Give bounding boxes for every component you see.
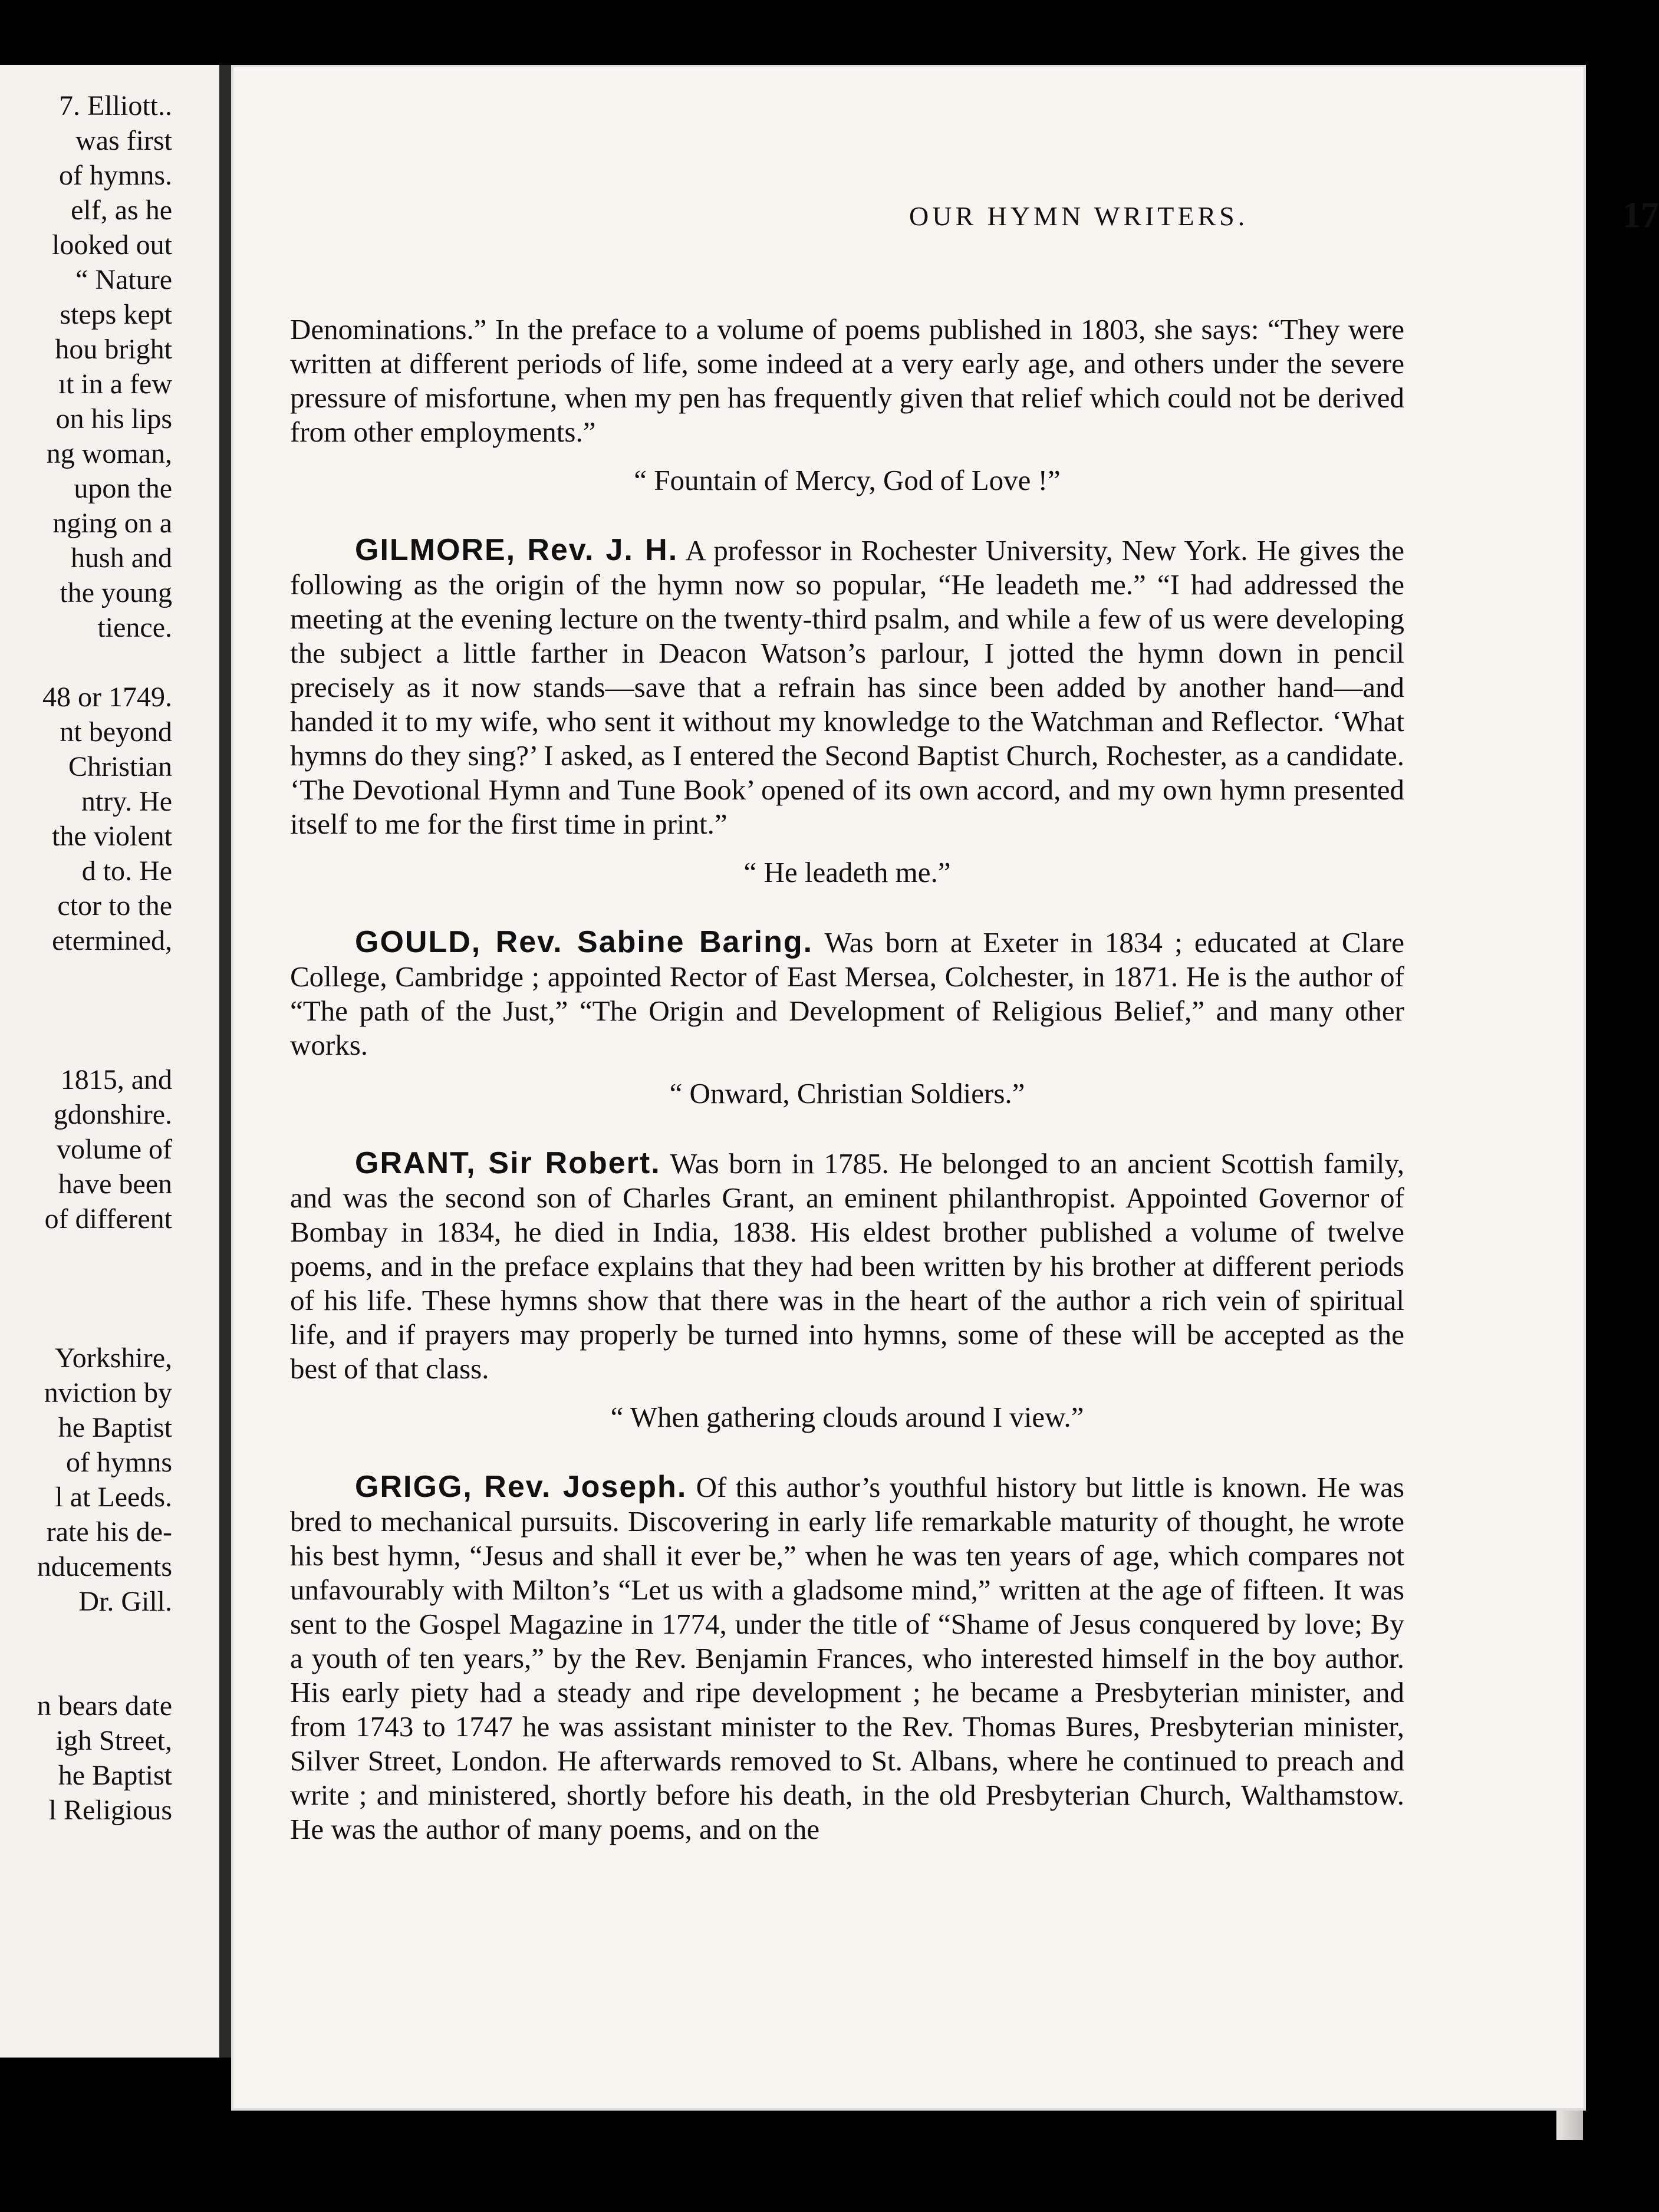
left-page-line: ntry. He — [81, 786, 172, 817]
left-page-line: gdonshire. — [53, 1099, 172, 1130]
left-page-line: ıt in a few — [58, 368, 172, 400]
page-number: 17 — [1622, 195, 1659, 235]
entry-grant — [290, 1146, 1404, 1434]
left-page-line: Yorkshire, — [54, 1342, 172, 1374]
entry-text: A professor in Rochester University, New York. He gives the following as the origin of the hymn now so popular, “He leadeth me.” “I had addressed the meeting at the evening lecture on the twenty-third psalm, and while a few of us were developing the subject a little farther in Deacon Watson’s parlour, I jotted the hymn down in pencil precisely as it now stands—save that a refrain has since been added by another hand—and handed it to my wife, who sent it without my knowledge to the Watchman and Reflector. ‘What hymns do they sing?’ I asked, as I entered the Second Baptist Church, Rochester, as a candidate. ‘The Devotional Hymn and Tune Book’ opened of its own accord, and my own hymn presented itself to me for the first time in print.” — [290, 534, 1404, 840]
left-page-line: looked out — [52, 229, 172, 261]
left-page-line: upon the — [74, 473, 172, 504]
left-page-line: nducements — [37, 1551, 172, 1582]
left-page-line: rate his de- — [46, 1516, 172, 1548]
left-page-line: on his lips — [55, 403, 172, 434]
left-page-line: l at Leeds. — [55, 1482, 172, 1513]
left-page-line — [0, 1236, 219, 1271]
left-page-line: 1815, and — [60, 1064, 172, 1095]
hymn-title: “ He leadeth me.” — [743, 856, 951, 888]
entry-text: Was born in 1785. He belonged to an ancient Scottish family, and was the second son of Charles Grant, an eminent philanthropist. Appointed Governor of Bombay in 1834, he died in India, 1838. His eldest brother published a volume of twelve poems, and in the preface explains that they had been written by his brother at different periods of his life. These hymns show that there was in the heart of the author a rich vein of spiritual life, and if prayers may properly be turned into hymns, some of these will be accepted as the best of that class. — [290, 1147, 1404, 1385]
left-page-line: etermined, — [52, 925, 172, 956]
left-page-line: of hymns — [66, 1447, 172, 1478]
left-page-line: l Religious — [48, 1795, 172, 1826]
entry-text: Of this author’s youthful history but little is known. He was bred to mechanical pursuits. Discovering in early life remarkable maturity of thought, he wrote his best hymn, “Jesus and shall it ever be,” when he was ten years of age, which compares not unfavourably with Milton’s “Let us with a gladsome mind,” written at the age of fifteen. It was sent to the Gospel Magazine in 1774, under the title of “Shame of Jesus conquered by love; By a youth of ten years,” by the Rev. Benjamin Frances, who interested himself in the boy author. His early piety had a steady and ripe development ; he became a Presbyterian minister, and from 1743 to 1747 he was assistant minister to the Rev. Thomas Bures, Presbyterian minister, Silver Street, London. He afterwards removed to St. Albans, where he continued to preach and write ; and ministered, shortly before his death, in the old Presbyterian Church, Walthamstow. He was the author of many poems, and on the — [290, 1471, 1404, 1845]
left-page-line — [0, 645, 219, 680]
hymn-title: “ Onward, Christian Soldiers.” — [669, 1077, 1025, 1110]
running-title: OUR HYMN WRITERS. — [909, 201, 1249, 231]
left-page-line: of hymns. — [59, 160, 172, 191]
left-page-line: he Baptist — [58, 1412, 172, 1443]
left-page-line: Christian — [68, 751, 172, 782]
entry-gilmore — [290, 533, 1404, 890]
entry-grigg — [290, 1470, 1404, 1846]
left-page-line: volume of — [57, 1134, 172, 1165]
entry-name: GRIGG, Rev. Joseph. — [355, 1470, 687, 1504]
page-body — [290, 312, 1404, 1846]
entry-name: GILMORE, Rev. J. H. — [355, 533, 679, 567]
left-page-line — [0, 1654, 219, 1688]
left-page-line: nging on a — [52, 508, 172, 539]
left-page-line — [0, 1306, 219, 1341]
left-page-line: nviction by — [44, 1377, 172, 1408]
left-page — [0, 65, 219, 2058]
left-page-line: hou bright — [55, 334, 172, 365]
left-page-line: have been — [58, 1168, 172, 1200]
left-page-line — [0, 993, 219, 1028]
left-page-line: ng woman, — [46, 438, 172, 469]
left-page-line: hush and — [71, 542, 172, 574]
left-page-line: n bears date — [37, 1690, 172, 1721]
left-page-line: steps kept — [60, 299, 172, 330]
left-page-line: igh Street, — [55, 1725, 172, 1756]
left-page-line: d to. He — [81, 855, 172, 887]
left-page-line: tience. — [97, 612, 172, 643]
left-page-line — [0, 1271, 219, 1306]
book-gutter — [219, 65, 231, 2058]
left-page-line: of different — [44, 1203, 172, 1235]
left-page-line: was first — [75, 125, 172, 156]
left-page-line: the violent — [52, 821, 172, 852]
left-page-line: nt beyond — [60, 716, 172, 748]
hymn-title: “ Fountain of Mercy, God of Love !” — [634, 464, 1061, 496]
entry-text: Was born at Exeter in 1834 ; educated at Clare College, Cambridge ; appointed Rector of East Mersea, Colchester, in 1871. He is the author of “The path of the Just,” “The Origin and Development of Religious Belief,” and many other works. — [290, 926, 1404, 1061]
right-page — [231, 65, 1659, 2111]
left-page-line: the young — [60, 577, 172, 608]
left-page-line: ctor to the — [57, 890, 172, 921]
left-page-line — [0, 1028, 219, 1062]
left-page-line — [0, 1619, 219, 1654]
left-page-line: 7. Elliott.. — [59, 90, 172, 121]
entry-gould — [290, 925, 1404, 1111]
left-page-line: 48 or 1749. — [42, 682, 172, 713]
left-page-line: Dr. Gill. — [78, 1586, 172, 1617]
left-page-lines — [0, 88, 219, 1828]
entry-name: GRANT, Sir Robert. — [355, 1146, 661, 1180]
intro-paragraph: Denominations.” In the preface to a volume of poems published in 1803, she says: “They were written at different periods of life, some indeed at a very early age, and others under the severe pressure of misfortune, when my pen has frequently given that relief which could not be derived from other employments.” — [290, 313, 1404, 448]
entry-name: GOULD, Rev. Sabine Baring. — [355, 925, 814, 959]
left-page-line — [0, 958, 219, 993]
left-page-line: he Baptist — [58, 1760, 172, 1791]
left-page-line: “ Nature — [75, 264, 172, 295]
left-page-line: elf, as he — [71, 195, 172, 226]
hymn-title: “ When gathering clouds around I view.” — [610, 1401, 1084, 1433]
